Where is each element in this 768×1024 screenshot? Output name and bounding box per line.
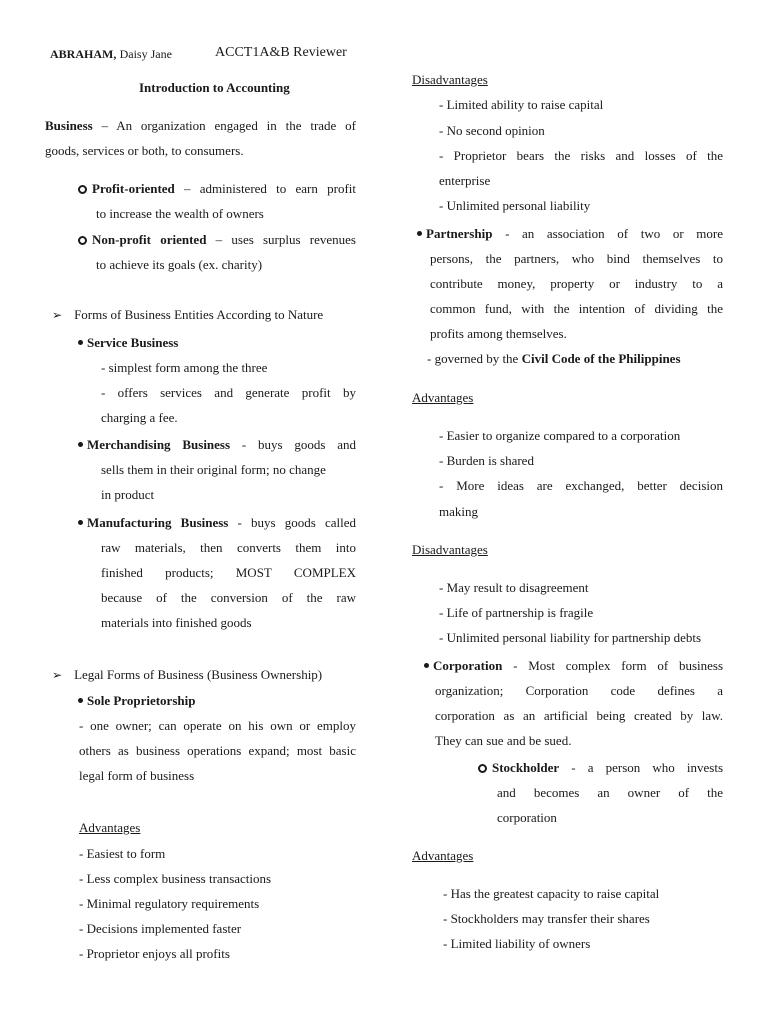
partnership-line-5: profits among themselves. xyxy=(430,326,567,341)
corporation-line-3: corporation as an artificial being created by law. xyxy=(435,708,723,723)
author-last-name: ABRAHAM, xyxy=(50,47,117,61)
sole-disadvantages-heading: Disadvantages xyxy=(412,72,488,87)
author-name xyxy=(50,46,172,62)
sole-line-2: others as business operations expand; most basic xyxy=(79,743,356,758)
service-line-3: charging a fee. xyxy=(101,410,178,425)
merchandising-line-3: in product xyxy=(101,487,155,502)
list-item: - Minimal regulatory requirements xyxy=(79,896,260,911)
manufacturing-term: Manufacturing Business xyxy=(87,515,229,530)
manufacturing-line-3: finished products; MOST COMPLEX xyxy=(101,565,356,580)
list-item: - More ideas are exchanged, better decision xyxy=(439,478,723,493)
list-item: enterprise xyxy=(439,173,491,188)
nonprofit-line-1: Non-profit oriented – uses surplus revenues xyxy=(78,232,356,248)
partnership-line-1: Partnership - an association of two or more xyxy=(417,226,723,242)
partnership-term: Partnership xyxy=(426,226,493,241)
list-item: - Decisions implemented faster xyxy=(79,921,242,936)
manufacturing-line-5: materials into finished goods xyxy=(101,615,252,630)
stockholder-line-2: and becomes an owner of the xyxy=(497,785,723,800)
corporation-term: Corporation xyxy=(433,658,503,673)
list-item: - Unlimited personal liability for partnership debts xyxy=(439,630,702,645)
manufacturing-line-1: Manufacturing Business - buys goods called xyxy=(78,515,356,531)
list-item: - Life of partnership is fragile xyxy=(439,605,594,620)
list-item: - Unlimited personal liability xyxy=(439,198,591,213)
arrow-bullet-icon: ➢ xyxy=(52,308,63,322)
civil-code-term: Civil Code of the Philippines xyxy=(521,351,681,366)
list-item: - Easier to organize compared to a corporation xyxy=(439,428,681,443)
partnership-advantages-heading: Advantages xyxy=(412,390,474,405)
partnership-line-2: persons, the partners, who bind themselves to xyxy=(430,251,723,266)
service-line-2: - offers services and generate profit by xyxy=(101,385,356,400)
arrow-bullet-icon: ➢ xyxy=(52,668,63,682)
sole-proprietorship-item: Sole Proprietorship xyxy=(78,693,195,709)
dot-bullet-icon xyxy=(424,663,429,668)
course-title: ACCT1A&B Reviewer xyxy=(215,45,347,60)
list-item: making xyxy=(439,504,478,519)
dot-bullet-icon xyxy=(78,520,83,525)
nonprofit-line-2: to achieve its goals (ex. charity) xyxy=(96,257,263,272)
business-term: Business xyxy=(45,118,93,133)
service-line-1: - simplest form among the three xyxy=(101,360,268,375)
nonprofit-term: Non-profit oriented xyxy=(92,232,207,247)
manufacturing-line-4: because of the conversion of the raw xyxy=(101,590,356,605)
list-item: - Has the greatest capacity to raise capital xyxy=(443,886,660,901)
profit-oriented-line-2: to increase the wealth of owners xyxy=(96,206,264,221)
circle-bullet-icon xyxy=(478,764,487,773)
list-item: - Burden is shared xyxy=(439,453,534,468)
list-item: - Limited liability of owners xyxy=(443,936,591,951)
list-item: - No second opinion xyxy=(439,123,545,138)
partnership-disadvantages-heading: Disadvantages xyxy=(412,542,488,557)
dot-bullet-icon xyxy=(78,698,83,703)
manufacturing-line-2: raw materials, then converts them into xyxy=(101,540,356,555)
corporation-line-1: Corporation - Most complex form of business xyxy=(424,658,723,674)
partnership-line-6: - governed by the Civil Code of the Philippines xyxy=(427,351,681,366)
profit-oriented-term: Profit-oriented xyxy=(92,181,175,196)
stockholder-line-3: corporation xyxy=(497,810,557,825)
stockholder-term: Stockholder xyxy=(492,760,560,775)
merchandising-term: Merchandising Business xyxy=(87,437,231,452)
list-item: - Stockholders may transfer their shares xyxy=(443,911,650,926)
profit-oriented-line-1: Profit-oriented – administered to earn profit xyxy=(78,181,356,197)
partnership-line-4: common fund, with the intention of dividing the xyxy=(430,301,723,316)
corporation-advantages-heading: Advantages xyxy=(412,848,474,863)
merchandising-line-2: sells them in their original form; no change xyxy=(101,462,326,477)
partnership-line-3: contribute money, property or industry to a xyxy=(430,276,723,291)
stockholder-line-1: Stockholder - a person who invests xyxy=(478,760,723,776)
list-item: - Limited ability to raise capital xyxy=(439,97,604,112)
list-item: - Easiest to form xyxy=(79,846,166,861)
page-title: Introduction to Accounting xyxy=(139,80,290,95)
business-definition-line-1: Business – An organization engaged in the trade of xyxy=(45,118,357,133)
corporation-line-2: organization; Corporation code defines a xyxy=(435,683,723,698)
sole-line-1: - one owner; can operate on his own or employ xyxy=(79,718,356,733)
list-item: - Less complex business transactions xyxy=(79,871,272,886)
circle-bullet-icon xyxy=(78,185,87,194)
sole-advantages-heading: Advantages xyxy=(79,820,141,835)
list-item: - Proprietor enjoys all profits xyxy=(79,946,230,961)
sole-line-3: legal form of business xyxy=(79,768,195,783)
dot-bullet-icon xyxy=(417,231,422,236)
forms-nature-heading: ➢ Forms of Business Entities According to Nature xyxy=(52,307,324,322)
service-business-item: Service Business xyxy=(78,335,178,351)
circle-bullet-icon xyxy=(78,236,87,245)
list-item: - Proprietor bears the risks and losses of the xyxy=(439,148,723,163)
dot-bullet-icon xyxy=(78,442,83,447)
corporation-line-4: They can sue and be sued. xyxy=(435,733,572,748)
business-definition-line-2: goods, services or both, to consumers. xyxy=(45,143,244,158)
dot-bullet-icon xyxy=(78,340,83,345)
merchandising-line-1: Merchandising Business - buys goods and xyxy=(78,437,356,453)
list-item: - May result to disagreement xyxy=(439,580,589,595)
legal-forms-heading: ➢ Legal Forms of Business (Business Ownership) xyxy=(52,667,323,682)
author-first-name: Daisy Jane xyxy=(119,47,172,61)
